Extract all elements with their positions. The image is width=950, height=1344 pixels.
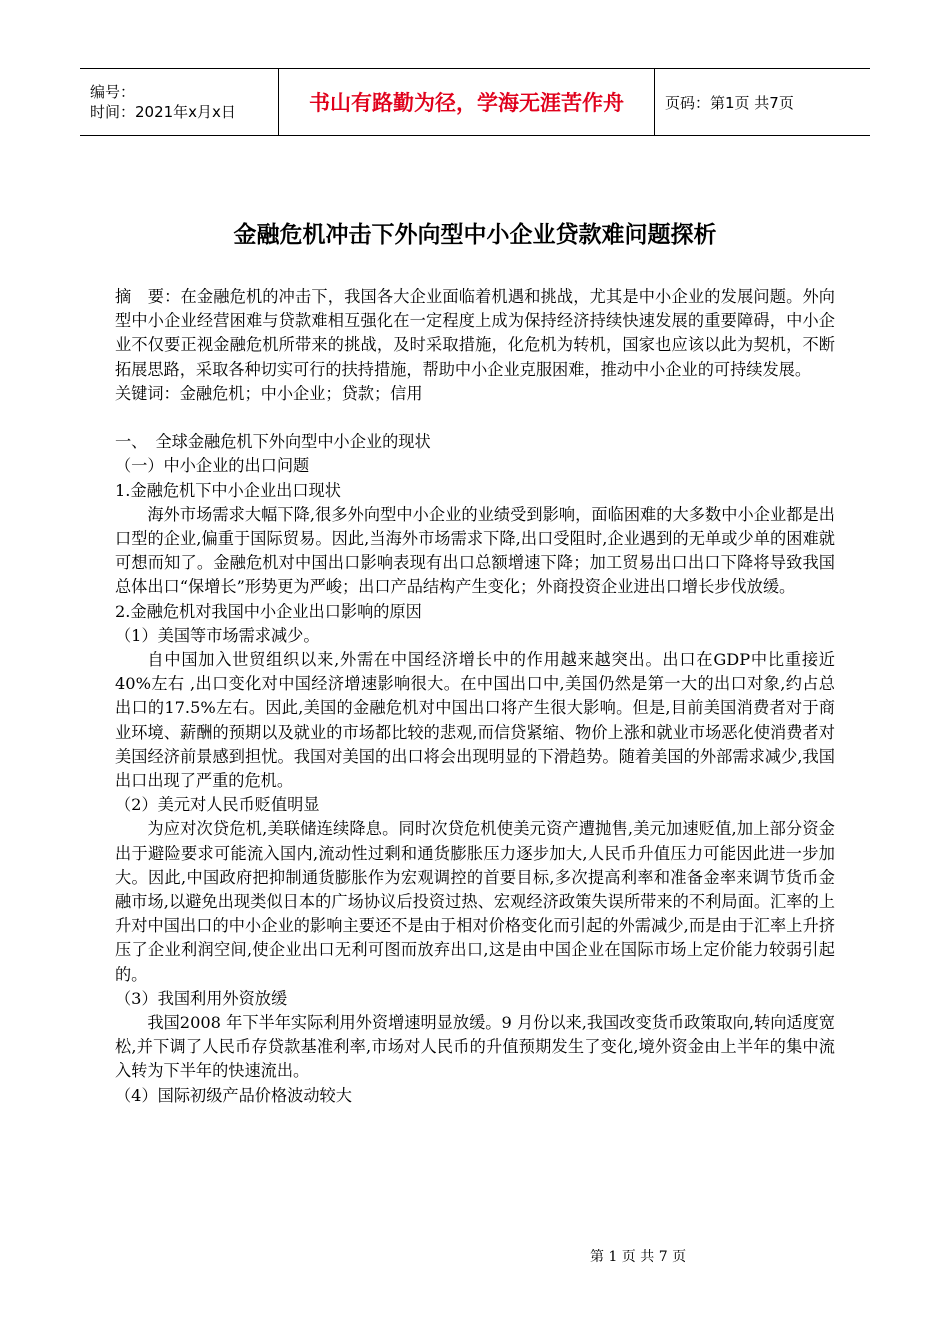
document-number: 编号：	[90, 83, 136, 101]
document-title: 金融危机冲击下外向型中小企业贷款难问题探析	[233, 222, 717, 248]
spacer	[115, 406, 835, 430]
item-heading: 2.金融危机对我国中小企业出口影响的原因	[115, 601, 422, 621]
reason-heading: （4）国际初级产品价格波动较大	[115, 1085, 352, 1105]
item-heading: 1.金融危机下中小企业出口现状	[115, 480, 341, 500]
subsection-heading: （一）中小企业的出口问题	[115, 456, 310, 476]
abstract: 摘 要：在金融危机的冲击下，我国各大企业面临着机遇和挑战，尤其是中小企业的发展问题。外向型中小企业经营困难与贷款难相互强化在一定程度上成为保持经济持续快速发展的重要障碍，中小企业不仅要正视金融危机所带来的挑战，及时采取措施，化危机为转机，国家也应该以此为契机，不断拓展思路，采取各种切实可行的扶持措施，帮助中小企业克服困难，推动中小企业的可持续发展。	[115, 287, 835, 379]
reason-heading: （3）我国利用外资放缓	[115, 988, 288, 1008]
header-page-number: 页码：第1页 共7页	[665, 93, 794, 112]
paragraph: 海外市场需求大幅下降,很多外向型中小企业的业绩受到影响，面临困难的大多数中小企业都是出口型的企业,偏重于国际贸易。因此,当海外市场需求下降,出口受阻时,企业遇到的无单或少单的困难就可想而知了。金融危机对中国出口影响表现有出口总额增速下降；加工贸易出口出口下降将导致我国总体出口“保增长”形势更为严峻；出口产品结构产生变化；外商投资企业进出口增长步伐放缓。	[115, 504, 835, 597]
keywords: 关键词：金融危机；中小企业；贷款；信用	[115, 383, 423, 403]
reason-heading: （2）美元对人民币贬值明显	[115, 795, 320, 815]
paragraph: 自中国加入世贸组织以来,外需在中国经济增长中的作用越来越突出。出口在GDP中比重接近40%左右 ,出口变化对中国经济增速影响很大。在中国出口中,美国仍然是第一大的出口对象,约占总出口的17.5%左右。因此,美国的金融危机对中国出口将产生很大影响。但是,目前美国消费者对于商业环境、薪酬的预期以及就业的市场都比较的悲观,而信贷紧缩、物价上涨和就业市场恶化使消费者对美国经济前景感到担忧。我国对美国的出口将会出现明显的下滑趋势。随着美国的外部需求减少,我国出口出现了严重的危机。	[115, 650, 835, 791]
document-header	[80, 68, 870, 136]
header-motto: 书山有路勤为径，学海无涯苦作舟	[278, 69, 655, 135]
paragraph: 我国2008 年下半年实际利用外资增速明显放缓。9 月份以来,我国改变货币政策取向,转向适度宽松,并下调了人民币存贷款基准利率,市场对人民币的升值预期发生了变化,境外资金由上半年的集中流入转为下半年的快速流出。	[115, 1013, 835, 1081]
reason-heading: （1）美国等市场需求减少。	[115, 625, 320, 645]
paragraph: 为应对次贷危机,美联储连续降息。同时次贷危机使美元资产遭抛售,美元加速贬值,加上部分资金出于避险要求可能流入国内,流动性过剩和通货膨胀压力逐步加大,人民币升值压力可能因此进一步加大。因此,中国政府把抑制通货膨胀作为宏观调控的首要目标,多次提高利率和准备金率来调节货币金融市场,以避免出现类似日本的广场协议后投资过热、宏观经济政策失误所带来的不利局面。汇率的上升对中国出口的中小企业的影响主要还不是由于相对价格变化而引起的外需减少,而是由于汇率上升挤压了企业利润空间,使企业出口无利可图而放弃出口,这是由中国企业在国际市场上定价能力较弱引起的。	[115, 819, 835, 984]
document-body	[115, 285, 835, 1108]
document-date: 时间：2021年x月x日	[90, 103, 236, 121]
header-meta	[80, 69, 278, 135]
page-footer: 第 1 页 共 7 页	[590, 1249, 687, 1265]
section-heading: 一、 全球金融危机下外向型中小企业的现状	[115, 432, 431, 452]
